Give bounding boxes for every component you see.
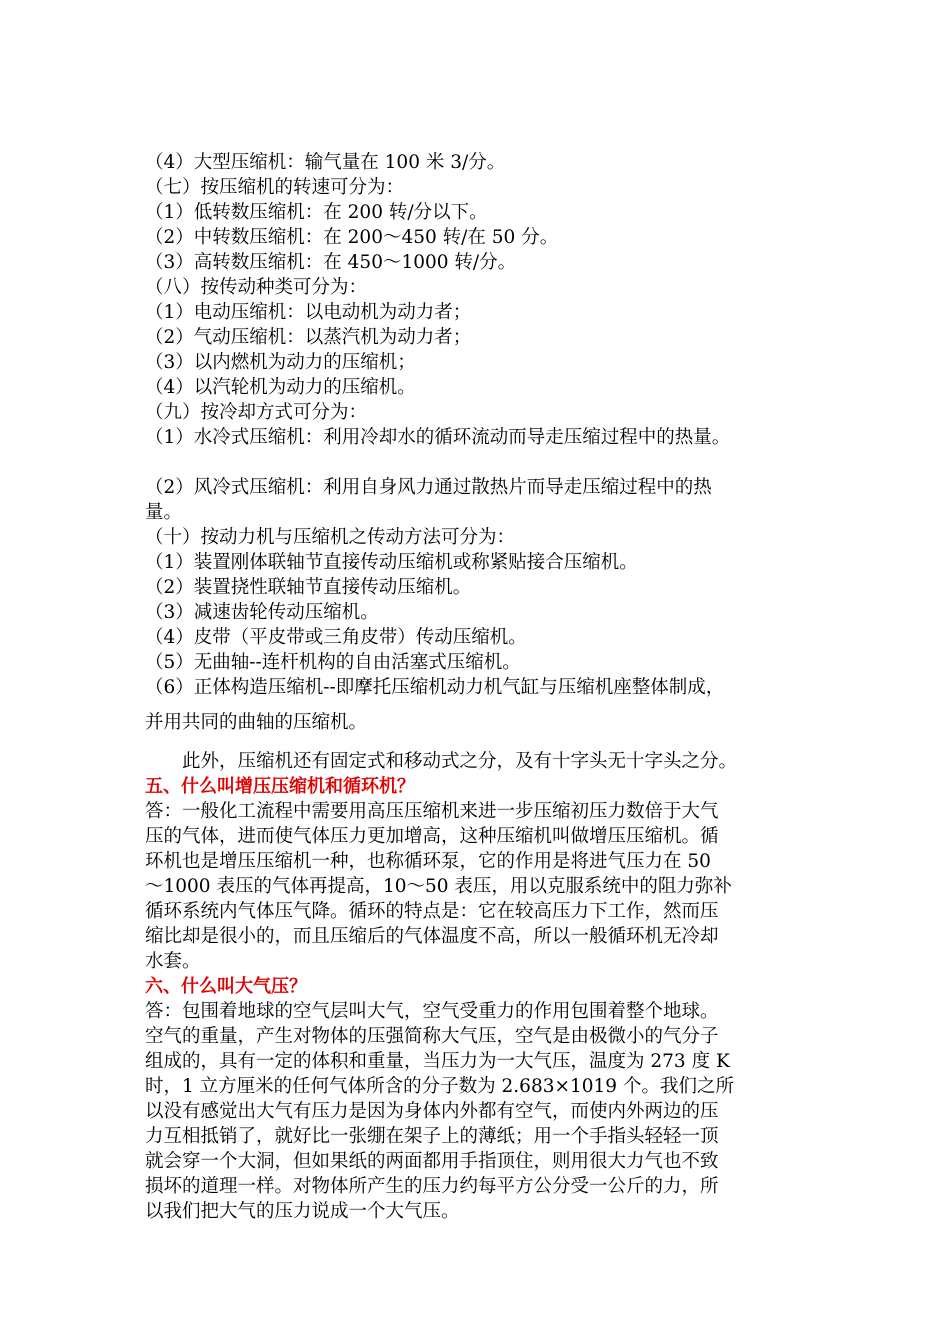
- text-line: 并用共同的曲轴的压缩机。: [145, 712, 368, 733]
- text-line: （5）无曲轴--连杆机构的自由活塞式压缩机。: [145, 652, 521, 673]
- text-line: （2）风冷式压缩机：利用自身风力通过散热片而导走压缩过程中的热: [145, 477, 712, 498]
- text-line: 量。: [145, 502, 183, 523]
- answer-line: 水套。: [145, 951, 201, 972]
- answer-line: 答：一般化工流程中需要用高压压缩机来进一步压缩初压力数倍于大气: [145, 801, 719, 822]
- answer-line: 以没有感觉出大气有压力是因为身体内外都有空气，而使内外两边的压: [145, 1101, 719, 1122]
- answer-line: 时，1 立方厘米的任何气体所含的分子数为 2.683×1019 个。我们之所: [145, 1076, 734, 1097]
- answer-line: 组成的，具有一定的体积和重量，当压力为一大气压，温度为 273 度 K: [145, 1051, 730, 1072]
- answer-line: 答：包围着地球的空气层叫大气，空气受重力的作用包围着整个地球。: [145, 1001, 719, 1022]
- answer-line: 空气的重量，产生对物体的压强简称大气压，空气是由极微小的气分子: [145, 1026, 719, 1047]
- text-line: （七）按压缩机的转速可分为：: [145, 177, 405, 198]
- answer-line: 力互相抵销了，就好比一张绷在架子上的薄纸；用一个手指头轻轻一顶: [145, 1126, 719, 1147]
- answer-line: 压的气体，进而使气体压力更加增高，这种压缩机叫做增压压缩机。循: [145, 826, 719, 847]
- text-line: （6）正体构造压缩机--即摩托压缩机动力机气缸与压缩机座整体制成，: [145, 677, 725, 698]
- answer-line: 环机也是增压压缩机一种，也称循环泵，它的作用是将进气压力在 50: [145, 851, 711, 872]
- text-line: （3）高转数压缩机：在 450～1000 转/分。: [145, 252, 517, 273]
- text-line: （2）中转数压缩机：在 200～450 转/在 50 分。: [145, 227, 559, 248]
- answer-line: 循环系统内气体压气降。循环的特点是：它在较高压力下工作，然而压: [145, 901, 719, 922]
- text-line: （4）大型压缩机：输气量在 100 米 3/分。: [145, 152, 506, 173]
- text-line: （3）以内燃机为动力的压缩机；: [145, 352, 416, 373]
- section-6-heading: 六、什么叫大气压？: [145, 976, 307, 997]
- answer-line: ～1000 表压的气体再提高，10～50 表压，用以克服系统中的阻力弥补: [145, 876, 732, 897]
- paragraph-line: 此外，压缩机还有固定式和移动式之分，及有十字头无十字头之分。: [182, 751, 738, 772]
- text-line: （1）电动压缩机：以电动机为动力者；: [145, 302, 472, 323]
- text-line: （4）皮带（平皮带或三角皮带）传动压缩机。: [145, 627, 527, 648]
- text-line: （3）减速齿轮传动压缩机。: [145, 602, 379, 623]
- section-5-heading: 五、什么叫增压压缩机和循环机？: [145, 776, 415, 797]
- text-line: （1）低转数压缩机：在 200 转/分以下。: [145, 202, 488, 223]
- text-line: （4）以汽轮机为动力的压缩机。: [145, 377, 416, 398]
- text-line: （1）装置刚体联轴节直接传动压缩机或称紧贴接合压缩机。: [145, 552, 638, 573]
- text-line: （2）装置挠性联轴节直接传动压缩机。: [145, 577, 472, 598]
- text-line: （八）按传动种类可分为：: [145, 277, 368, 298]
- text-line: （九）按冷却方式可分为：: [145, 402, 368, 423]
- answer-line: 损坏的道理一样。对物体所产生的压力约每平方公分受一公斤的力，所: [145, 1176, 719, 1197]
- answer-line: 就会穿一个大洞，但如果纸的两面都用手指顶住，则用很大力气也不致: [145, 1151, 719, 1172]
- answer-line: 以我们把大气的压力说成一个大气压。: [145, 1201, 460, 1222]
- text-line: （2）气动压缩机：以蒸汽机为动力者；: [145, 327, 472, 348]
- text-line: （1）水冷式压缩机：利用冷却水的循环流动而导走压缩过程中的热量。: [145, 427, 731, 448]
- answer-line: 缩比却是很小的，而且压缩后的气体温度不高，所以一般循环机无冷却: [145, 926, 719, 947]
- text-line: （十）按动力机与压缩机之传动方法可分为：: [145, 527, 516, 548]
